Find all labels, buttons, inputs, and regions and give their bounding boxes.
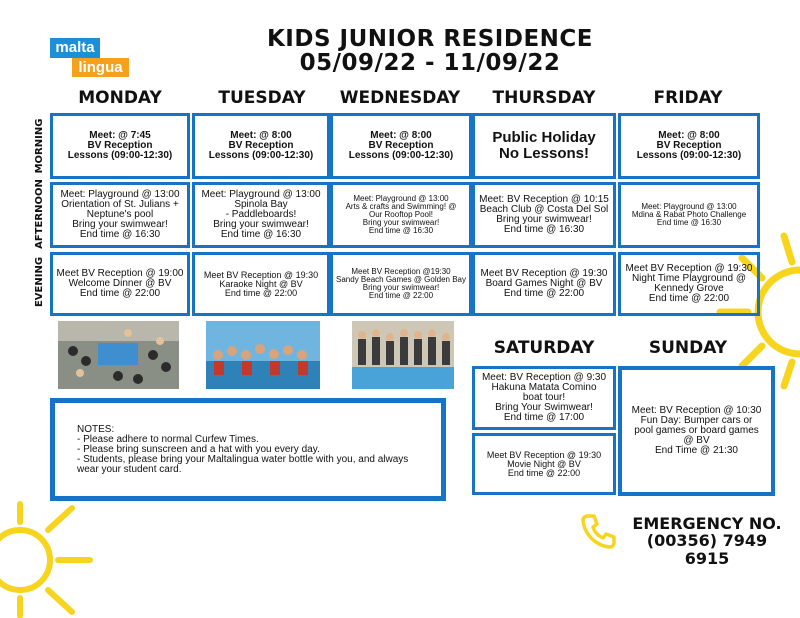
logo-malta: malta <box>50 38 100 58</box>
cell-line: End time @ 22:00 <box>79 288 161 299</box>
cell-line: Mdina & Rabat Photo Challenge <box>631 210 747 219</box>
cell-line: Beach Club @ Costa Del Sol <box>479 204 609 215</box>
cell-line: End time @ 16:30 <box>79 229 161 240</box>
cell-line: Meet BV Reception @19:30 <box>351 267 451 276</box>
cell-line: Neptune's pool <box>86 209 154 220</box>
cell-line: Meet BV Reception @ 19:30 <box>486 449 602 460</box>
cell-line: Bring Your Swimwear! <box>495 402 593 413</box>
notes-heading: NOTES: <box>77 424 115 435</box>
day-header-wednesday: WEDNESDAY <box>339 88 461 108</box>
photo-group-tuesday <box>206 321 320 389</box>
cell-line: End Time @ 21:30 <box>655 445 738 456</box>
notes-item: - Please bring sunscreen and a hat with you every day. <box>77 444 320 455</box>
public-holiday-label: Public Holiday <box>492 129 596 146</box>
cell-line: Meet: Playground @ 13:00 <box>641 202 737 211</box>
cell-line: Meet BV Reception @ 19:30 <box>625 263 753 274</box>
cell-tuesday-morning <box>192 113 330 179</box>
cell-saturday-day <box>472 366 616 430</box>
cell-line: pool games or board games <box>634 425 759 436</box>
cell-line: Meet: BV Reception @ 10:15 <box>479 194 609 205</box>
row-label-evening: EVENING <box>34 256 45 308</box>
day-header-tuesday: TUESDAY <box>218 88 306 108</box>
cell-line: Hakuna Matata Comino <box>491 382 597 393</box>
row-label-afternoon: AFTERNOON <box>34 179 45 249</box>
day-header-saturday: SATURDAY <box>493 338 595 358</box>
cell-line: Meet BV Reception @ 19:30 <box>203 269 319 280</box>
cell-line: End time @ 22:00 <box>224 287 298 298</box>
cell-line: BV Reception <box>87 140 153 151</box>
cell-line: boat tour! <box>522 392 566 403</box>
day-header-sunday: SUNDAY <box>648 338 728 358</box>
cell-line: End time @ 16:30 <box>368 226 434 235</box>
cell-line: Board Games Night @ BV <box>485 278 603 289</box>
emergency-number: (00356) 7949 6915 <box>646 531 768 568</box>
notes-item: - Please adhere to normal Curfew Times. <box>77 434 259 445</box>
cell-line: Meet: @ 8:00 <box>658 130 720 141</box>
cell-wednesday-evening <box>330 252 472 316</box>
cell-line: Meet: BV Reception @ 10:30 <box>631 405 762 416</box>
no-lessons-label: No Lessons! <box>498 145 589 162</box>
notes-item: - Students, please bring your Maltalingua water bottle with you, and always <box>77 454 409 465</box>
logo-lingua: lingua <box>72 58 129 77</box>
cell-tuesday-evening <box>192 252 330 316</box>
cell-line: Night Time Playground @ <box>631 273 747 284</box>
cell-line: Bring your swimwear! <box>362 283 440 292</box>
cell-line: Sandy Beach Games @ Golden Bay <box>336 275 466 284</box>
photo-group-monday <box>58 321 179 389</box>
cell-friday-evening <box>618 252 760 316</box>
cell-line: Meet BV Reception @ 19:00 <box>56 268 184 279</box>
cell-monday-evening <box>50 252 190 316</box>
cell-line: End time @ 17:00 <box>503 412 585 423</box>
day-header-monday: MONDAY <box>78 88 162 108</box>
cell-line: Meet BV Reception @ 19:30 <box>480 268 608 279</box>
cell-line: Lessons (09:00-12:30) <box>67 150 173 161</box>
sun-decoration-bottom-left <box>0 500 110 618</box>
cell-line: Meet: Playground @ 13:00 <box>201 189 321 200</box>
cell-line: Our Rooftop Pool! <box>368 210 434 219</box>
cell-line: Meet: Playground @ 13:00 <box>60 189 180 200</box>
cell-line: Meet: @ 7:45 <box>89 130 151 141</box>
cell-line: Lessons (09:00-12:30) <box>636 150 742 161</box>
cell-thursday-afternoon <box>472 182 616 248</box>
cell-line: Meet: BV Reception @ 9:30 <box>481 372 607 383</box>
cell-saturday-evening <box>472 433 616 495</box>
notes-item: wear your student card. <box>77 464 182 475</box>
cell-thursday-evening <box>472 252 616 316</box>
cell-line: Movie Night @ BV <box>507 458 581 469</box>
cell-thursday-morning <box>472 113 616 179</box>
date-range: 05/09/22 - 11/09/22 <box>299 50 561 76</box>
row-label-morning: MORNING <box>34 118 45 174</box>
cell-line: Kennedy Grove <box>654 283 724 294</box>
photo-group-wednesday <box>352 321 454 389</box>
cell-line: Lessons (09:00-12:30) <box>348 150 454 161</box>
notes-box <box>50 398 446 501</box>
cell-sunday <box>618 366 775 496</box>
cell-wednesday-afternoon <box>330 182 472 248</box>
cell-line: @ BV <box>683 435 710 446</box>
cell-line: End time @ 22:00 <box>507 467 581 478</box>
cell-line: BV Reception <box>656 140 722 151</box>
cell-line: End time @ 22:00 <box>503 288 585 299</box>
cell-line: BV Reception <box>228 140 294 151</box>
phone-icon <box>580 512 618 550</box>
cell-line: Meet: @ 8:00 <box>370 130 432 141</box>
cell-friday-afternoon <box>618 182 760 248</box>
cell-line: End time @ 16:30 <box>656 218 722 227</box>
cell-line: Meet: Playground @ 13:00 <box>353 194 449 203</box>
cell-line: Welcome Dinner @ BV <box>68 278 172 289</box>
cell-line: Karaoke Night @ BV <box>219 278 303 289</box>
cell-line: - Paddleboards! <box>225 209 297 220</box>
cell-line: Bring your swimwear! <box>362 218 440 227</box>
cell-line: End time @ 16:30 <box>220 229 302 240</box>
cell-line: Spinola Bay <box>234 199 288 210</box>
cell-line: Bring your swimwear! <box>496 214 592 225</box>
cell-monday-afternoon <box>50 182 190 248</box>
page-title: KIDS JUNIOR RESIDENCE <box>266 26 594 52</box>
cell-wednesday-morning <box>330 113 472 179</box>
cell-line: End time @ 22:00 <box>368 291 434 300</box>
cell-friday-morning <box>618 113 760 179</box>
cell-line: Orientation of St. Julians + <box>61 199 179 210</box>
cell-line: Bring your swimwear! <box>72 219 168 230</box>
cell-line: BV Reception <box>368 140 434 151</box>
cell-line: Arts & crafts and Swimming! @ <box>345 202 457 211</box>
cell-monday-morning <box>50 113 190 179</box>
cell-line: Fun Day: Bumper cars or <box>640 415 753 426</box>
day-header-friday: FRIDAY <box>653 88 723 108</box>
cell-line: End time @ 16:30 <box>503 224 585 235</box>
cell-line: Bring your swimwear! <box>213 219 309 230</box>
emergency-label: EMERGENCY NO. <box>632 514 782 533</box>
cell-line: Lessons (09:00-12:30) <box>208 150 314 161</box>
day-header-thursday: THURSDAY <box>492 88 596 108</box>
cell-tuesday-afternoon <box>192 182 330 248</box>
cell-line: Meet: @ 8:00 <box>230 130 292 141</box>
cell-line: End time @ 22:00 <box>648 293 730 304</box>
